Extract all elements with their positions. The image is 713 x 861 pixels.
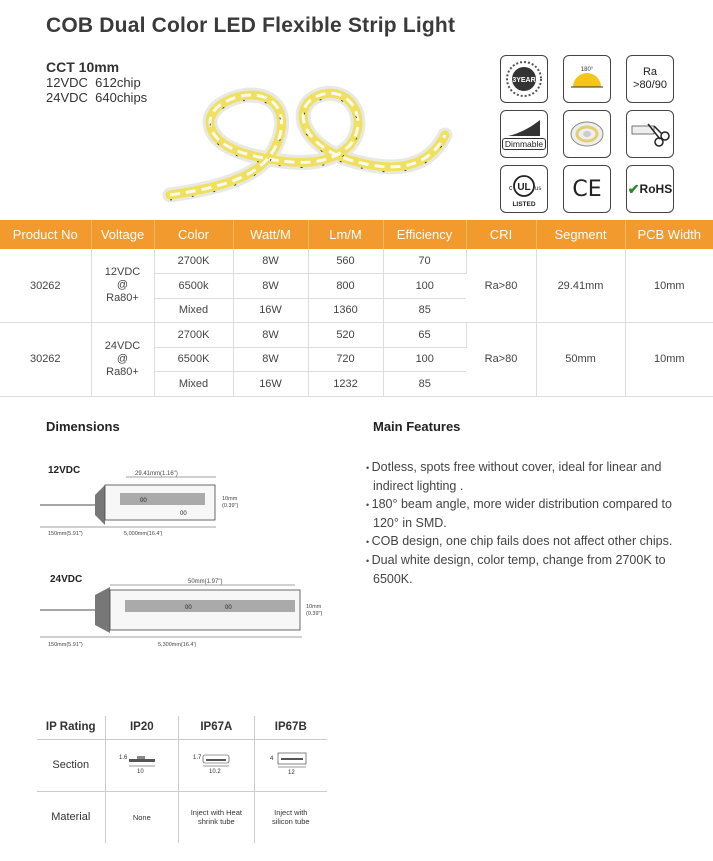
col-voltage: Voltage xyxy=(91,220,154,249)
dim-12v-segment: 29.41mm(1.16") xyxy=(135,471,178,477)
ra-icon xyxy=(626,55,674,103)
ip20-width: 10 xyxy=(136,768,144,775)
efficiency-cell: 100 xyxy=(383,274,466,299)
ip20-section xyxy=(105,739,179,791)
ip-col-ip20: IP20 xyxy=(105,716,179,739)
ip67b-material: Inject with silicon tube xyxy=(254,791,327,843)
watt-cell: 8W xyxy=(233,274,308,299)
beam-angle-text: 180° xyxy=(580,67,594,73)
svg-text:00: 00 xyxy=(225,605,232,611)
efficiency-cell: 85 xyxy=(383,372,466,397)
features-heading: Main Features xyxy=(373,419,461,434)
dimmable-icon xyxy=(500,110,548,158)
segment-cell: 29.41mm xyxy=(536,249,625,323)
list-item: • 180° beam angle, more wider distribution compared to 120° in SMD. xyxy=(366,495,686,532)
reel-icon xyxy=(563,110,611,158)
col-cri: CRI xyxy=(466,220,536,249)
color-cell: 6500k xyxy=(154,274,233,299)
watt-cell: 8W xyxy=(233,347,308,372)
svg-text:00: 00 xyxy=(140,498,147,504)
list-item: • COB design, one chip fails does not affect other chips. xyxy=(366,532,686,551)
product-no-cell: 30262 xyxy=(0,249,91,323)
warranty-text: 3YEAR xyxy=(512,77,536,84)
col-efficiency: Efficiency xyxy=(383,220,466,249)
svg-text:00: 00 xyxy=(185,605,192,611)
ip20-material: None xyxy=(105,791,179,843)
pcb-width-cell: 10mm xyxy=(625,249,713,323)
pcb-width-cell: 10mm xyxy=(625,323,713,397)
cri-cell: Ra>80 xyxy=(466,249,536,323)
warranty-icon xyxy=(500,55,548,103)
spec-header-row xyxy=(0,220,713,249)
ip67b-width: 12 xyxy=(287,769,295,776)
color-cell: 6500K xyxy=(154,347,233,372)
dimmable-label: Dimmable xyxy=(502,138,546,150)
dim-24v-width-l1: 10mm xyxy=(306,604,322,610)
lm-cell: 800 xyxy=(308,274,383,299)
ip67a-height: 1.7 xyxy=(193,754,202,761)
color-cell: 2700K xyxy=(154,323,233,348)
ip20-height: 1.6 xyxy=(118,754,128,761)
col-pcb-width: PCB Width xyxy=(625,220,713,249)
efficiency-cell: 65 xyxy=(383,323,466,348)
dim-12v-width-l1: 10mm xyxy=(222,496,238,502)
color-cell: Mixed xyxy=(154,298,233,323)
ip67b-section xyxy=(254,739,327,791)
cct-heading: CCT 10mm xyxy=(46,59,120,75)
watt-cell: 16W xyxy=(233,298,308,323)
features-list xyxy=(366,458,686,588)
lm-cell: 520 xyxy=(308,323,383,348)
rohs-icon xyxy=(626,165,674,213)
ce-text: CE xyxy=(572,176,602,202)
table-row xyxy=(0,249,713,274)
col-lm: Lm/M xyxy=(308,220,383,249)
col-segment: Segment xyxy=(536,220,625,249)
ip-material-row xyxy=(37,791,327,843)
ip67a-section xyxy=(179,739,254,791)
efficiency-cell: 70 xyxy=(383,249,466,274)
col-watt: Watt/M xyxy=(233,220,308,249)
ip-col-ip67a: IP67A xyxy=(179,716,254,739)
spec-line-12v: 12VDC 612chip xyxy=(46,75,141,90)
table-row xyxy=(0,323,713,348)
voltage-cell: 12VDC @ Ra80+ xyxy=(91,249,154,323)
ra-label: Ra xyxy=(642,66,658,78)
ul-us-text: us xyxy=(535,186,542,192)
dim-12v-label: 12VDC xyxy=(48,465,81,476)
ip-col-ip67b: IP67B xyxy=(254,716,327,739)
col-product-no: Product No xyxy=(0,220,91,249)
dim-24v-lead: 150mm(5.91") xyxy=(48,642,83,648)
product-no-cell: 30262 xyxy=(0,323,91,397)
spec-line-24v: 24VDC 640chips xyxy=(46,90,148,105)
ra-value: >80/90 xyxy=(633,79,667,91)
material-label: Material xyxy=(37,791,105,843)
color-cell: 2700K xyxy=(154,249,233,274)
dim-12v-length: 5,000mm(16.4') xyxy=(124,531,163,537)
ul-listed-text: LISTED xyxy=(512,201,536,208)
lm-cell: 1360 xyxy=(308,298,383,323)
efficiency-cell: 85 xyxy=(383,298,466,323)
efficiency-cell: 100 xyxy=(383,347,466,372)
rohs-text: RoHS xyxy=(639,182,673,196)
dim-24v-width-l2: (0.39") xyxy=(306,611,323,617)
segment-cell: 50mm xyxy=(536,323,625,397)
spec-table xyxy=(0,220,713,397)
watt-cell: 16W xyxy=(233,372,308,397)
dim-24v-segment: 50mm(1.97") xyxy=(188,579,223,585)
ip-section-row xyxy=(37,739,327,791)
check-icon: ✔ xyxy=(627,180,640,197)
ul-c-text: c xyxy=(509,185,513,192)
ul-listed-icon xyxy=(500,165,548,213)
ip-rating-table xyxy=(37,716,327,843)
dim-12v-width-l2: (0.39") xyxy=(222,503,239,509)
cuttable-icon xyxy=(626,110,674,158)
page-title: COB Dual Color LED Flexible Strip Light xyxy=(46,14,456,37)
lm-cell: 1232 xyxy=(308,372,383,397)
dim-12v-lead: 150mm(5.91") xyxy=(48,531,83,537)
watt-cell: 8W xyxy=(233,323,308,348)
col-color: Color xyxy=(154,220,233,249)
ip67b-height: 4 xyxy=(269,755,274,762)
ip67a-material: Inject with Heat shrink tube xyxy=(179,791,254,843)
dim-24v-label: 24VDC xyxy=(50,574,83,585)
cri-cell: Ra>80 xyxy=(466,323,536,397)
ip-header-row xyxy=(37,716,327,739)
ip67a-width: 10.2 xyxy=(209,768,222,775)
lm-cell: 560 xyxy=(308,249,383,274)
product-summary xyxy=(46,60,147,105)
section-label: Section xyxy=(37,739,105,791)
ip-col-rating: IP Rating xyxy=(37,716,105,739)
ul-text: UL xyxy=(517,182,531,193)
voltage-cell: 24VDC @ Ra80+ xyxy=(91,323,154,397)
svg-text:00: 00 xyxy=(180,511,187,517)
watt-cell: 8W xyxy=(233,249,308,274)
list-item: • Dual white design, color temp, change from 2700K to 6500K. xyxy=(366,551,686,588)
ce-icon xyxy=(563,165,611,213)
dim-24v-length: 5,300mm(16.4') xyxy=(158,642,197,648)
list-item: • Dotless, spots free without cover, ideal for linear and indirect lighting . xyxy=(366,458,686,495)
dimensions-heading: Dimensions xyxy=(46,419,120,434)
led-strip-image xyxy=(160,75,460,215)
color-cell: Mixed xyxy=(154,372,233,397)
lm-cell: 720 xyxy=(308,347,383,372)
dimension-drawing xyxy=(40,455,370,655)
beam-angle-icon xyxy=(563,55,611,103)
